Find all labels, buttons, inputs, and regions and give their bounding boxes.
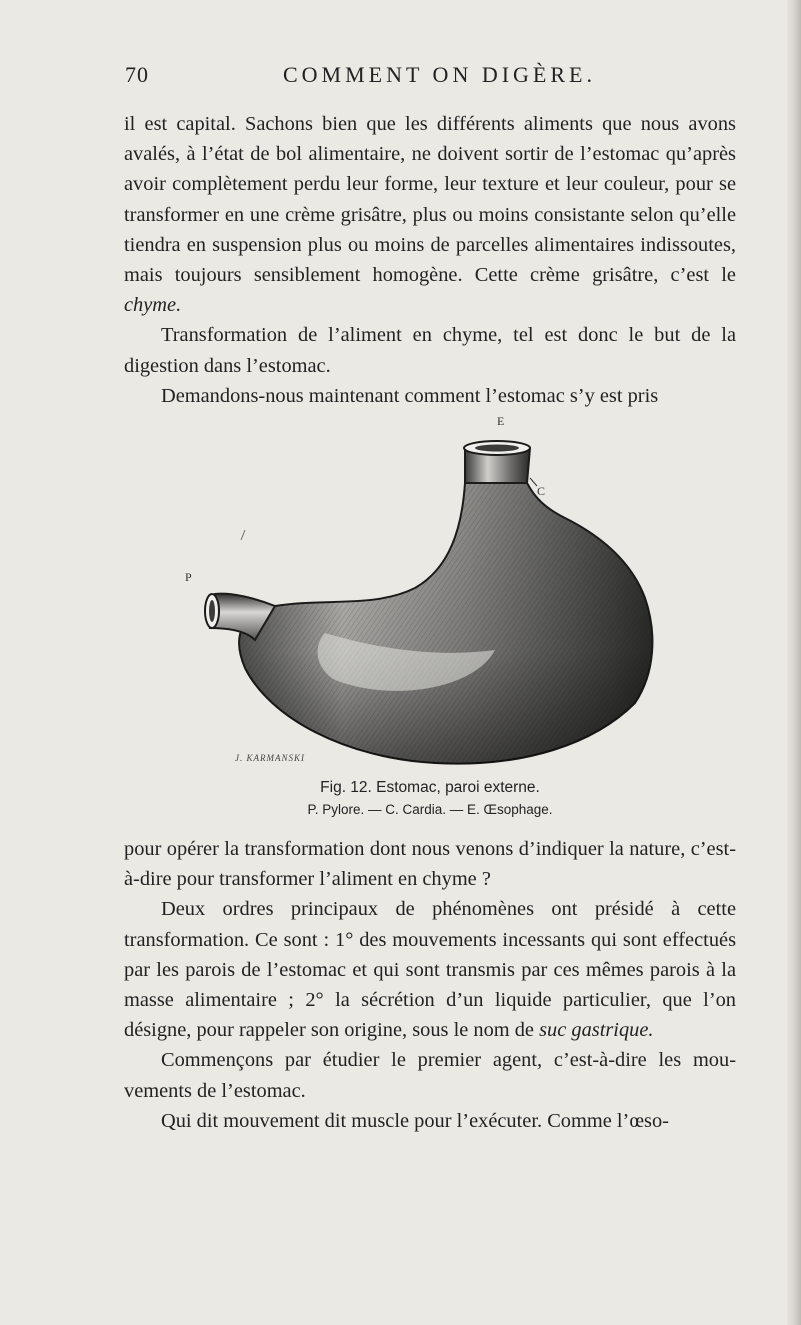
label-cardia: C	[537, 484, 546, 498]
paragraph-chyme-definition	[124, 109, 736, 320]
page-number: 70	[125, 62, 149, 87]
page-edge-shadow	[787, 0, 801, 1325]
text-block-bottom	[124, 834, 736, 1136]
engraver-signature: J. KARMANSKI	[235, 753, 305, 763]
running-head: COMMENT ON DIGÈRE.	[283, 62, 596, 87]
term-chyme: chyme.	[124, 294, 182, 317]
page-header	[125, 62, 735, 96]
label-pylorus: P	[185, 570, 192, 584]
term-suc-gastrique: suc gastrique.	[539, 1019, 654, 1042]
paragraph-transformation: Transformation de l’aliment en chyme, tel est donc le but de la digestion dans l’estomac.	[124, 324, 736, 377]
figure-caption: Fig. 12. Estomac, paroi externe.	[320, 779, 540, 796]
paragraph-first-agent: Commençons par étudier le premier agent, c’est-à-dire les mouvements de l’estomac.	[124, 1049, 736, 1102]
stomach-engraving	[175, 418, 675, 773]
text-block-top	[124, 109, 736, 411]
paragraph-text: Deux ordres principaux de phénomènes ont présidé à cette transformation. Ce sont : 1° des mouvements incessants qui sont effectués par les parois de l’estomac et qui sont transmis par ces mêmes parois à la masse alimentaire ; 2° la sécrétion d’un liquide particulier, que l’on désigne, pour rappeler son origine, sous le nom de	[124, 898, 736, 1042]
paragraph-question-end: pour opérer la transformation dont nous venons d’indiquer la nature, c’est-à-dire pour transformer l’aliment en chyme ?	[124, 838, 736, 891]
pylorus-lumen	[209, 600, 215, 622]
cardia-pointer	[530, 478, 537, 486]
paragraph-phenomena	[124, 894, 736, 1045]
paragraph-muscle: Qui dit mouvement dit muscle pour l’exécuter. Comme l’œso-	[161, 1109, 669, 1132]
guide-mark	[241, 530, 245, 540]
label-esophagus: E	[497, 414, 505, 428]
paragraph-text: il est capital. Sachons bien que les différents aliments que nous avons avalés, à l’état de bol alimentaire, ne doivent sortir de l’estomac qu’après avoir complètement perdu leur forme, leur texture et leur couleur, pour se transformer en une crème grisâtre, plus ou moins consistante selon qu’elle tiendra en suspension plus ou moins de parcelles alimentaires indissoutes, mais toujours sensiblement homogène. Cette crème grisâtre, c’est le	[124, 113, 736, 287]
paragraph-question-start: Demandons-nous maintenant comment l’estomac s’y est pris	[161, 384, 659, 407]
esophagus-lumen	[475, 445, 519, 452]
figure-legend: P. Pylore. — C. Cardia. — E. Œsophage.	[307, 802, 553, 817]
body-shadow	[239, 483, 652, 764]
stomach-illustration	[175, 414, 675, 773]
